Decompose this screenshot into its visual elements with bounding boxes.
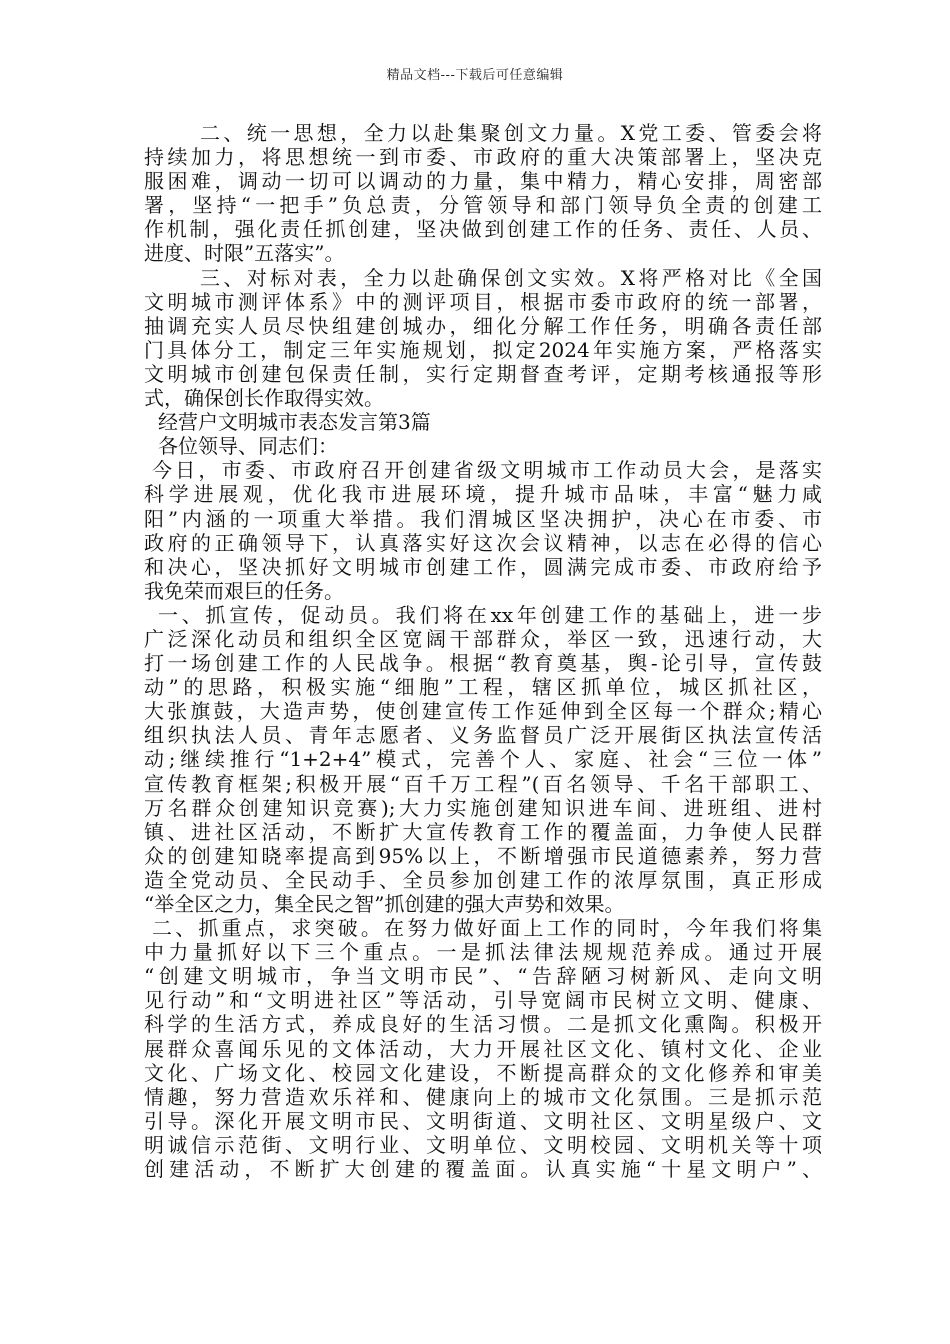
text-line: 万名群众创建知识竞赛);大力实施创建知识进车间、进班组、进村 <box>144 795 822 820</box>
text-line: 二、抓重点，求突破。在努力做好面上工作的同时，今年我们将集 <box>152 916 822 941</box>
text-line: 展群众喜闻乐见的文体活动，大力开展社区文化、镇村文化、企业 <box>144 1036 822 1061</box>
text-line: 和决心，坚决抓好文明城市创建工作，圆满完成市委、市政府给予 <box>144 554 822 579</box>
text-line: 打一场创建工作的人民战争。根据“教育奠基，舆-论引导，宣传鼓 <box>144 651 822 676</box>
text-line: 今日，市委、市政府召开创建省级文明城市工作动员大会，是落实 <box>152 458 822 483</box>
text-line: 一、抓宣传，促动员。我们将在xx年创建工作的基础上，进一步 <box>158 602 822 627</box>
text-line: 经营户文明城市表态发言第3篇 <box>158 410 431 435</box>
paragraph <box>144 410 822 434</box>
text-line: 阳”内涵的一项重大举措。我们渭城区坚决拥护，决心在市委、市 <box>144 506 822 531</box>
text-line: 三、对标对表，全力以赴确保创文实效。X将严格对比《全国 <box>200 265 822 290</box>
text-line: 署，坚持“一把手”负总责，分管领导和部门领导负全责的创建工 <box>144 193 822 218</box>
text-line: 造全党动员、全民动手、全员参加创建工作的浓厚氛围，真正形成 <box>144 867 822 892</box>
text-line: “举全区之力，集全民之智”抓创建的强大声势和效果。 <box>144 892 625 916</box>
text-line: 见行动”和“文明进社区”等活动，引导宽阔市民树立文明、健康、 <box>144 988 822 1013</box>
text-line: 动;继续推行“1+2+4”模式，完善个人、家庭、社会“三位一体” <box>144 747 822 772</box>
text-line: 引导。深化开展文明市民、文明街道、文明社区、文明星级户、文 <box>144 1108 822 1133</box>
text-line: 文化、广场文化、校园文化建设，不断提高群众的文化修养和审美 <box>144 1060 822 1085</box>
text-line: 镇、进社区活动，不断扩大宣传教育工作的覆盖面，力争使人民群 <box>144 819 822 844</box>
text-line: 文明城市创建包保责任制，实行定期督查考评，定期考核通报等形 <box>144 361 822 386</box>
text-line: 众的创建知晓率提高到95%以上，不断增强市民道德素养，努力营 <box>144 843 822 868</box>
text-line: 作机制，强化责任抓创建，坚决做到创建工作的任务、责任、人员、 <box>144 217 822 242</box>
text-line: 中力量抓好以下三个重点。一是抓法律法规规范养成。通过开展 <box>144 940 822 965</box>
paragraph <box>144 121 822 266</box>
text-line: “创建文明城市，争当文明市民”、“告辞陋习树新风、走向文明 <box>144 964 822 989</box>
document-body <box>144 121 822 1181</box>
text-line: 情趣，努力营造欢乐祥和、健康向上的城市文化氛围。三是抓示范 <box>144 1084 822 1109</box>
text-line: 明诚信示范街、文明行业、文明单位、文明校园、文明机关等十项 <box>144 1132 822 1157</box>
text-line: 广泛深化动员和组织全区宽阔干部群众，举区一致，迅速行动，大 <box>144 626 822 651</box>
paragraph <box>144 916 822 1181</box>
text-line: 组织执法人员、青年志愿者、义务监督员广泛开展街区执法宣传活 <box>144 723 822 748</box>
text-line: 持续加力，将思想统一到市委、市政府的重大决策部署上，坚决克 <box>144 145 822 170</box>
text-line: 文明城市测评体系》中的测评项目，根据市委市政府的统一部署， <box>144 289 822 314</box>
text-line: 抽调充实人员尽快组建创城办，细化分解工作任务，明确各责任部 <box>144 313 822 338</box>
text-line: 二、统一思想，全力以赴集聚创文力量。X党工委、管委会将 <box>200 121 822 145</box>
text-line: 科学的生活方式，养成良好的生活习惯。二是抓文化熏陶。积极开 <box>144 1012 822 1037</box>
text-line: 科学进展观，优化我市进展环境，提升城市品味，丰富“魅力咸 <box>144 482 822 507</box>
text-line: 式，确保创长作取得实效。 <box>144 386 384 411</box>
text-line: 政府的正确领导下，认真落实好这次会议精神，以志在必得的信心 <box>144 530 822 555</box>
text-line: 服困难，调动一切可以调动的力量，集中精力，精心安排，周密部 <box>144 169 822 194</box>
text-line: 动”的思路，积极实施“细胞”工程，辖区抓单位，城区抓社区， <box>144 675 822 700</box>
paragraph <box>144 266 822 411</box>
text-line: 各位领导、同志们： <box>158 434 338 459</box>
text-line: 门具体分工，制定三年实施规划，拟定2024年实施方案，严格落实 <box>144 337 822 362</box>
text-line: 我免荣而艰巨的任务。 <box>144 578 344 603</box>
text-line: 进度、时限”五落实”。 <box>144 241 345 266</box>
paragraph <box>144 603 822 916</box>
paragraph <box>144 458 822 603</box>
page-header: 精品文档---下载后可任意编辑 <box>386 68 564 83</box>
text-line: 大张旗鼓，大造声势，使创建宣传工作延伸到全区每一个群众;精心 <box>144 699 822 724</box>
paragraph <box>144 434 822 458</box>
text-line: 宣传教育框架;积极开展“百千万工程”(百名领导、千名干部职工、 <box>144 771 822 796</box>
text-line: 创建活动，不断扩大创建的覆盖面。认真实施“十星文明户”、 <box>144 1157 822 1182</box>
